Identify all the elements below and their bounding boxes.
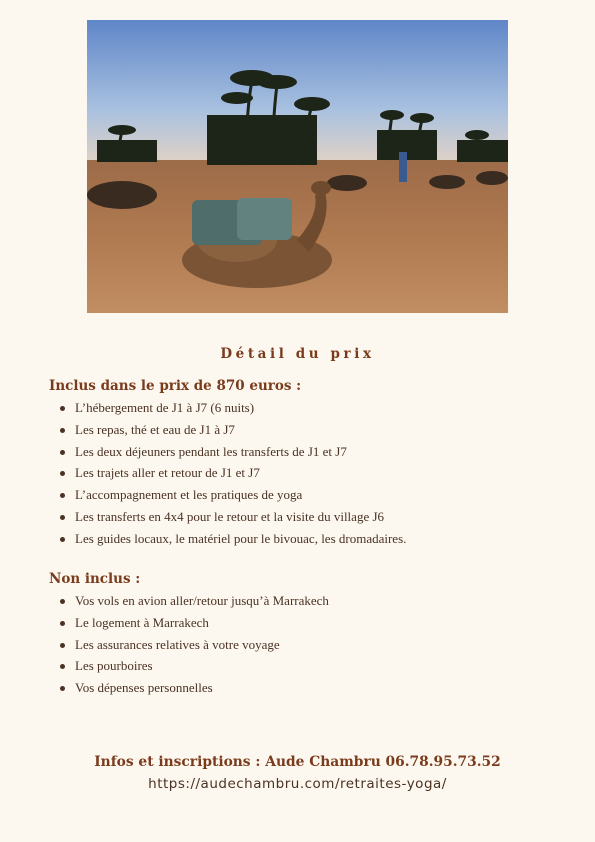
contact-info: Infos et inscriptions : Aude Chambru 06.78.95.73.52 [94,754,501,770]
section-title: Détail du prix [220,346,375,362]
list-item: Vos dépenses personnelles [75,677,575,699]
excluded-section [49,571,575,699]
list-item: Les transferts en 4x4 pour le retour et la visite du village J6 [75,506,575,528]
website-link[interactable]: https://audechambru.com/retraites-yoga/ [148,776,447,792]
list-item: Vos vols en avion aller/retour jusqu’à Marrakech [75,590,575,612]
list-item: Les deux déjeuners pendant les transferts de J1 et J7 [75,441,575,463]
list-item: L’hébergement de J1 à J7 (6 nuits) [75,397,575,419]
included-section [49,378,575,550]
list-item: Le logement à Marrakech [75,612,575,634]
list-item: Les pourboires [75,655,575,677]
list-item: Les guides locaux, le matériel pour le bivouac, les dromadaires. [75,528,575,550]
excluded-list [49,590,575,699]
excluded-heading: Non inclus : [49,571,141,587]
list-item: L’accompagnement et les pratiques de yoga [75,484,575,506]
list-item: Les trajets aller et retour de J1 et J7 [75,462,575,484]
list-item: Les repas, thé et eau de J1 à J7 [75,419,575,441]
desert-camels-photo [87,20,508,313]
included-list [49,397,575,550]
included-heading: Inclus dans le prix de 870 euros : [49,378,302,394]
list-item: Les assurances relatives à votre voyage [75,634,575,656]
